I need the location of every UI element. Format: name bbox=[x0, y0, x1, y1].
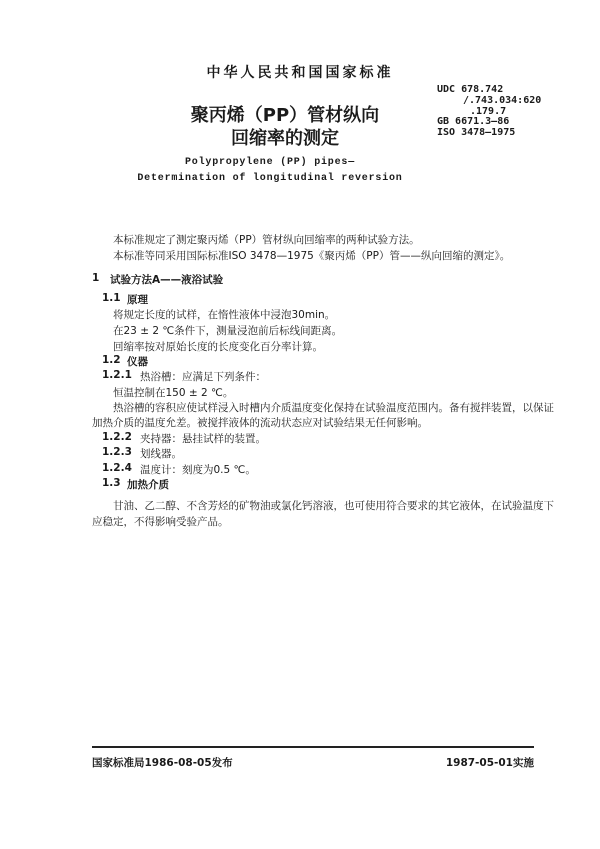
section-1-2-1-number: 1.2.1 bbox=[102, 369, 132, 381]
body-line: 将规定长度的试样，在惰性液体中浸泡30min。 bbox=[113, 309, 336, 321]
section-1-2-number: 1.2 bbox=[102, 354, 121, 366]
footer-divider bbox=[92, 746, 534, 748]
body-line: 加热介质的温度允差。被搅拌液体的流动状态应对试验结果无任何影响。 bbox=[92, 417, 428, 429]
body-line: 在23 ± 2 ℃条件下，测量浸泡前后标线间距离。 bbox=[113, 325, 343, 337]
body-line: 甘油、乙二醇、不含芳烃的矿物油或氯化钙溶液，也可使用符合要求的其它液体，在试验温度下 bbox=[113, 500, 554, 512]
intro-paragraph-1: 本标准规定了测定聚丙烯（PP）管材纵向回缩率的两种试验方法。 bbox=[113, 234, 420, 246]
section-1-2-4-number: 1.2.4 bbox=[102, 462, 132, 474]
english-title-line-2: Determination of longitudinal reversion bbox=[137, 173, 403, 184]
section-1-2-4-text: 温度计：刻度为0.5 ℃。 bbox=[140, 464, 256, 476]
gb-code: GB 6671.3—86 bbox=[437, 116, 510, 127]
section-1-number: 1 bbox=[92, 272, 100, 284]
iso-code: ISO 3478—1975 bbox=[437, 127, 516, 138]
issue-date: 国家标准局1986-08-05发布 bbox=[92, 757, 233, 769]
section-1-title: 试验方法A——液浴试验 bbox=[110, 274, 224, 286]
section-1-1-title: 原理 bbox=[127, 294, 148, 306]
section-1-2-3-number: 1.2.3 bbox=[102, 446, 132, 458]
udc-code: UDC 678.742 bbox=[437, 84, 504, 95]
section-1-1-number: 1.1 bbox=[102, 292, 121, 304]
body-line: 应稳定，不得影响受验产品。 bbox=[92, 516, 229, 528]
effective-date: 1987-05-01实施 bbox=[445, 757, 534, 769]
udc-code-cont2: .179.7 bbox=[470, 106, 507, 117]
udc-code-cont: /.743.034:620 bbox=[463, 95, 542, 106]
section-1-2-3-text: 划线器。 bbox=[140, 448, 182, 460]
doc-title-line-1: 聚丙烯（PP）管材纵向 bbox=[190, 105, 380, 126]
english-title-line-1: Polypropylene (PP) pipes— bbox=[184, 157, 356, 168]
section-1-2-2-text: 夹持器：悬挂试样的装置。 bbox=[140, 433, 266, 445]
standard-header: 中华人民共和国国家标准 bbox=[206, 65, 394, 81]
body-line: 热浴槽的容积应使试样浸入时槽内介质温度变化保持在试验温度范围内。备有搅拌装置，以保证 bbox=[113, 402, 554, 414]
body-line: 回缩率按对原始长度的长度变化百分率计算。 bbox=[113, 341, 323, 353]
doc-title-line-2: 回缩率的测定 bbox=[231, 128, 339, 149]
section-1-3-number: 1.3 bbox=[102, 477, 121, 489]
intro-paragraph-2: 本标准等同采用国际标准ISO 3478—1975《聚丙烯（PP）管——纵向回缩的测定》。 bbox=[113, 250, 511, 262]
section-1-2-1-text: 热浴槽：应满足下列条件： bbox=[140, 371, 266, 383]
section-1-3-title: 加热介质 bbox=[127, 479, 169, 491]
section-1-2-title: 仪器 bbox=[127, 356, 148, 368]
body-line: 恒温控制在150 ± 2 ℃。 bbox=[113, 387, 234, 399]
section-1-2-2-number: 1.2.2 bbox=[102, 431, 132, 443]
